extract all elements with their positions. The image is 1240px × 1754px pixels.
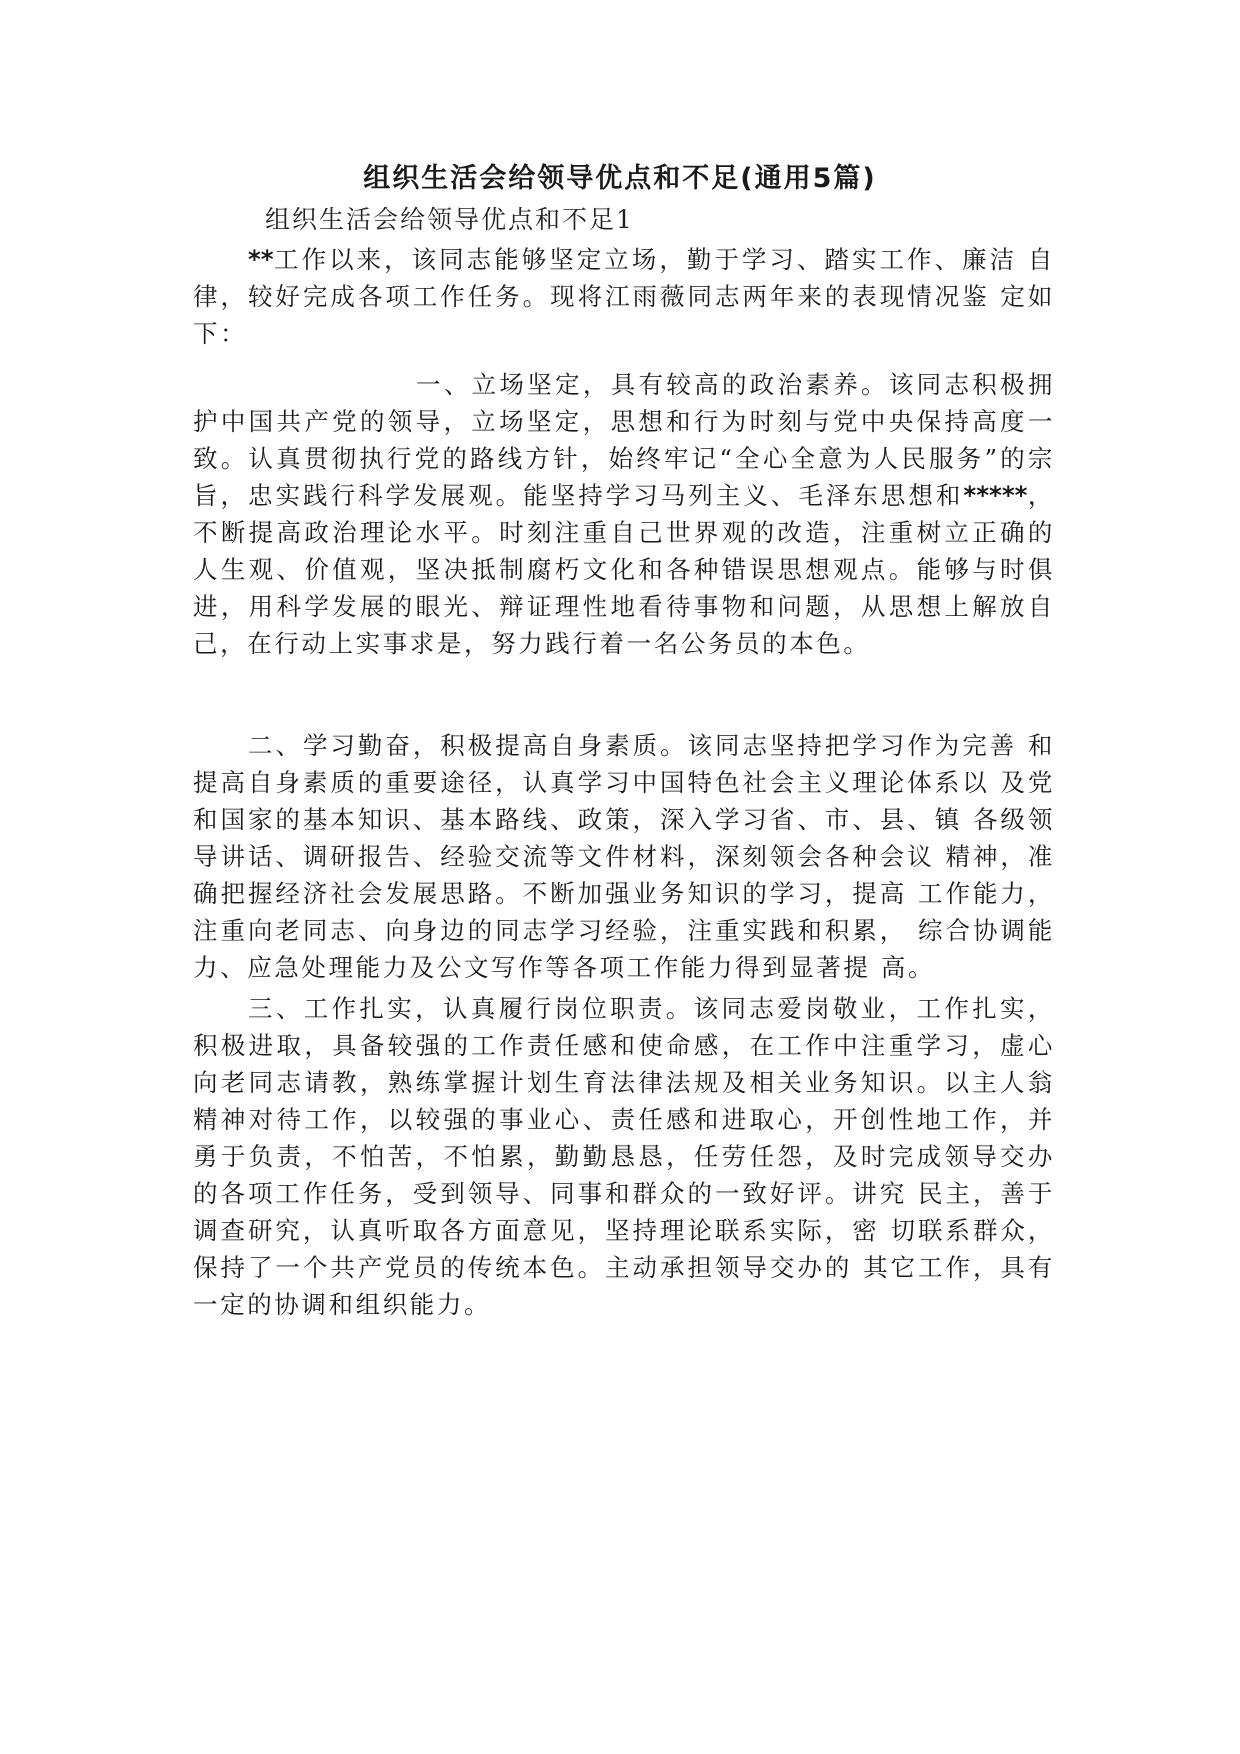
redacted-theory-marker: ***** (963, 481, 1028, 510)
section-three-paragraph: 三、工作扎实，认真履行岗位职责。该同志爱岗敬业，工作扎实，积极进取，具备较强的工作责任感和使命感，在工作中注重学习，虚心向老同志请教，熟练掌握计划生育法律法规及相关业务知识。以主人翁精神对待工作，以较强的事业心、责任感和进取心，开创性地工作，并勇于负责，不怕苦，不怕累，勤勤恳恳，任劳任怨，及时完成领导交办的各项工作任务，受到领导、同事和群众的一致好评。讲究 民主，善于调查研究，认真听取各方面意见，坚持理论联系实际，密 切联系群众，保持了一个共产党员的传统本色。主动承担领导交办的 其它工作，具有一定的协调和组织能力。 (193, 994, 1055, 1319)
document-subtitle: 组织生活会给领导优点和不足1 (265, 205, 634, 234)
intro-text: 工作以来，该同志能够坚定立场，勤于学习、踏实工作、廉洁 自律，较好完成各项工作任务。现将江雨薇同志两年来的表现情况鉴 定如下： (193, 245, 1055, 348)
document-title: 组织生活会给领导优点和不足(通用5篇) (363, 163, 877, 194)
section-one-text-before: 一、立场坚定，具有较高的政治素养。该同志积极拥护中国共产党的领导，立场坚定，思想和行为时刻与党中央保持高度一致。认真贯彻执行党的路线方针，始终牢记“全心全意为人民服务”的宗旨，忠实践行科学发展观。能坚持学习马列主义、毛泽东思想和 (193, 370, 1055, 510)
section-two-paragraph: 二、学习勤奋，积极提高自身素质。该同志坚持把学习作为完善 和提高自身素质的重要途径，认真学习中国特色社会主义理论体系以 及党和国家的基本知识、基本路线、政策，深入学习省、市、县、镇 各级领导讲话、调研报告、经验交流等文件材料，深刻领会各种会议 精神，准确把握经济社会发展思路。不断加强业务知识的学习，提高 工作能力，注重向老同志、向身边的同志学习经验，注重实践和积累， 综合协调能力、应急处理能力及公文写作等各项工作能力得到显著提 高。 (193, 731, 1055, 982)
section-one-text-after: ，不断提高政治理论水平。时刻注重自己世界观的改造，注重树立正确的人生观、价值观，坚决抵制腐朽文化和各种错误思想观点。能够与时俱进，用科学发展的眼光、辩证理性地看待事物和问题，从思想上解放自己，在行动上实事求是，努力践行着一名公务员的本色。 (193, 481, 1055, 658)
redacted-name-marker: ** (248, 245, 274, 274)
section-one-paragraph (193, 366, 1055, 662)
intro-paragraph (193, 241, 1055, 352)
